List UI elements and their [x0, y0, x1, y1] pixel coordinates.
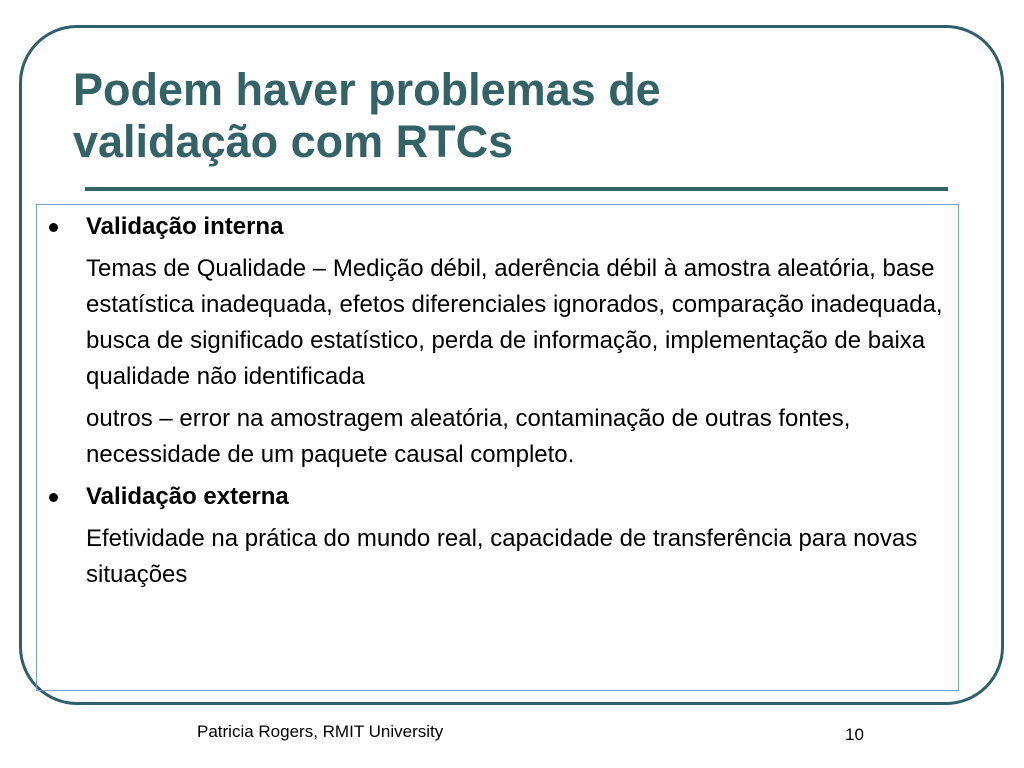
- body-paragraph: Temas de Qualidade – Medição débil, aderência débil à amostra aleatória, base estatística inadequada, efetos diferenciales ignorados, comparação inadequada, busca de significado estatístico, perda de informação, implementação de baixa qualidade não identificada: [86, 255, 943, 390]
- footer-author: Patricia Rogers, RMIT University: [197, 722, 444, 741]
- bullet-item-internal-validation: [86, 209, 956, 245]
- body-paragraph: Efetividade na prática do mundo real, capacidade de transferência para novas situações: [86, 525, 918, 588]
- page-number: 10: [845, 725, 864, 744]
- bullet-item-external-validation: [86, 479, 956, 515]
- bullet-icon: [49, 493, 58, 502]
- title-divider: [85, 187, 948, 191]
- bullet-icon: [49, 223, 58, 232]
- bullet-heading: Validação externa: [86, 483, 289, 510]
- slide-body: [86, 209, 956, 599]
- slide-title: Podem haver problemas de validação com RTCs: [73, 64, 661, 167]
- body-paragraph: outros – error na amostragem aleatória, contaminação de outras fontes, necessidade de um paquete causal completo.: [86, 405, 851, 468]
- bullet-heading: Validação interna: [86, 213, 284, 240]
